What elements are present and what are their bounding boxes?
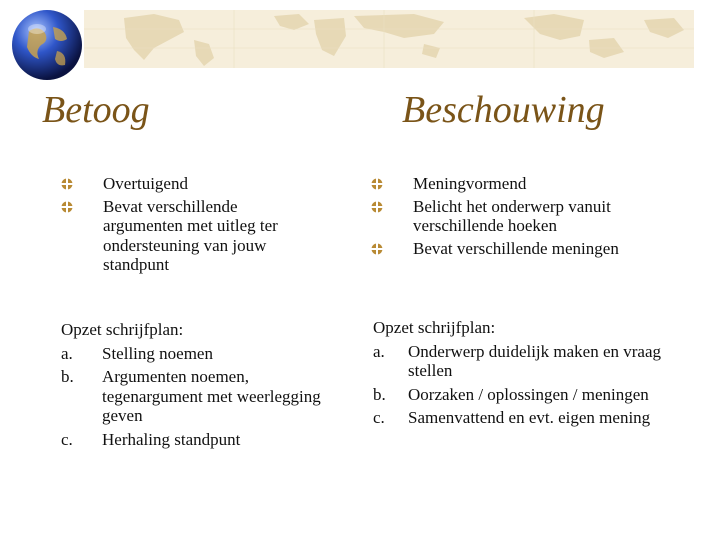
- plan-marker: a.: [61, 343, 73, 363]
- plan-item: [61, 367, 331, 426]
- bullet-text: Belicht het onderwerp vanuit verschillende hoeken: [413, 196, 611, 235]
- plan-item: [61, 430, 331, 450]
- plan-text: Stelling noemen: [102, 343, 213, 363]
- list-item: [371, 174, 671, 194]
- list-item: [61, 197, 321, 275]
- bullet-text: Overtuigend: [103, 174, 188, 193]
- bullet-icon: [61, 201, 73, 213]
- betoog-bullet-list: [61, 174, 321, 278]
- plan-text: Onderwerp duidelijk maken en vraag stellen: [408, 341, 662, 380]
- list-item: [371, 197, 671, 236]
- beschouwing-schrijfplan: [373, 318, 673, 432]
- beschouwing-bullet-list: [371, 174, 671, 261]
- list-item: [61, 174, 321, 194]
- bullet-icon: [61, 178, 73, 190]
- globe-icon: [9, 7, 85, 83]
- plan-text: Oorzaken / oplossingen / meningen: [408, 384, 649, 404]
- plan-marker: c.: [61, 429, 73, 449]
- plan-marker: a.: [373, 341, 385, 361]
- plan-marker: c.: [373, 408, 385, 427]
- bullet-text: Meningvormend: [413, 174, 527, 193]
- plan-item: [373, 342, 673, 381]
- plan-item: [373, 408, 673, 428]
- bullet-text: Bevat verschillende argumenten met uitleg ter ondersteuning van jouw standpunt: [103, 196, 278, 274]
- plan-marker: b.: [61, 367, 74, 386]
- beschouwing-title: Beschouwing: [402, 89, 605, 131]
- plan-text: Herhaling standpunt: [102, 429, 241, 449]
- plan-item: [61, 344, 331, 364]
- plan-heading: Opzet schrijfplan:: [61, 320, 184, 339]
- bullet-text: Bevat verschillende meningen: [413, 238, 619, 258]
- bullet-icon: [371, 201, 383, 213]
- plan-text: Samenvattend en evt. eigen mening: [408, 408, 651, 427]
- world-map-band: [84, 10, 694, 68]
- bullet-icon: [371, 178, 383, 190]
- plan-heading: Opzet schrijfplan:: [373, 318, 496, 337]
- betoog-schrijfplan: [61, 320, 331, 453]
- plan-item: [373, 385, 673, 405]
- list-item: [371, 239, 671, 259]
- bullet-icon: [371, 243, 383, 255]
- betoog-title: Betoog: [42, 89, 150, 131]
- plan-text: Argumenten noemen, tegenargument met weerlegging geven: [102, 367, 321, 425]
- plan-marker: b.: [373, 384, 386, 404]
